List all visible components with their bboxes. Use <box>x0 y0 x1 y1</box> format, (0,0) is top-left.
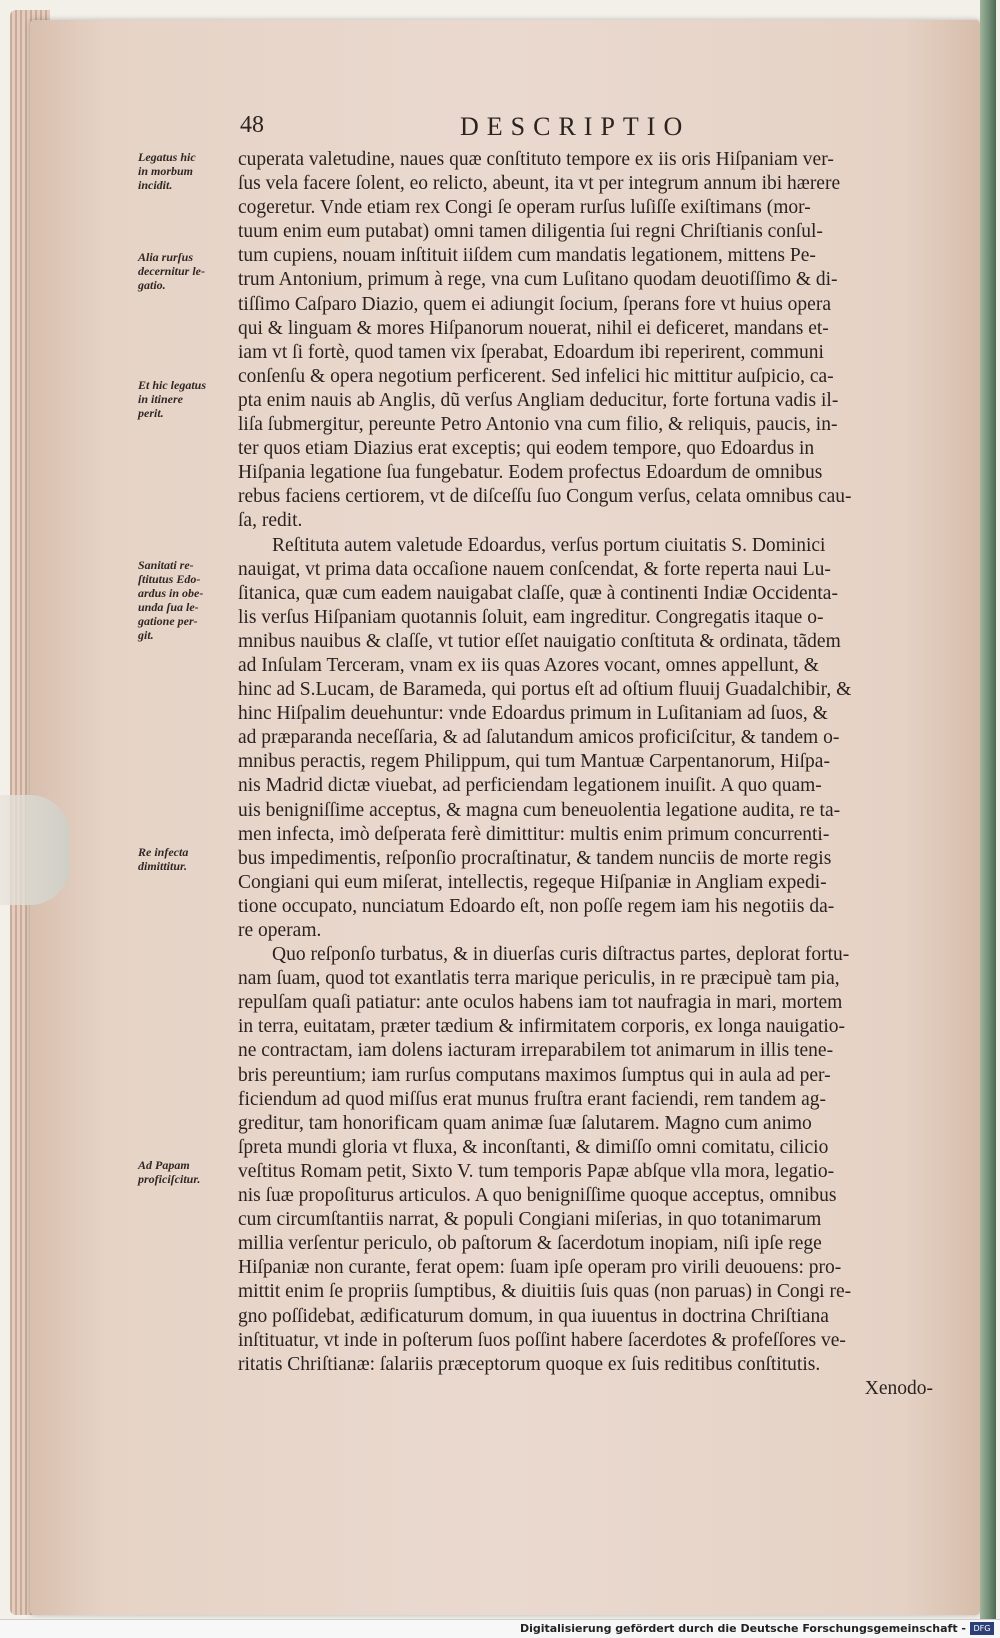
marginal-line: in itinere <box>138 392 184 406</box>
text-line: gno poſſidebat, ædificaturum domum, in qua iuuentus in doctrina Chriſtiana <box>238 1305 829 1327</box>
text-line: bus impedimentis, reſponſio procraſtinatur, & tandem nunciis de morte regis <box>238 847 832 869</box>
text-line: ſpreta mundi gloria vt fluxa, & inconſtanti, & dimiſſo omni comitatu, cilicio <box>238 1136 829 1158</box>
marginal-line: Alia rurſus <box>138 250 194 264</box>
dfg-logo: DFG <box>970 1622 994 1635</box>
text-line: trum Antonium, primum à rege, vna cum Luſitano quodam deuotiſſimo & di- <box>238 269 838 291</box>
text-line: in terra, euitatam, præter tædium & infirmitatem corporis, ex longa nauigatio- <box>238 1016 846 1038</box>
text-line: repulſam quaſi patiatur: ante oculos habens iam tot naufragia in mari, mortem <box>238 992 843 1014</box>
text-line: ad præparanda neceſſaria, & ad ſalutandum amicos proficiſcitur, & tandem o- <box>238 727 840 749</box>
text-line: men infecta, imò deſperata ferè dimittitur: multis enim primum concurrenti- <box>238 823 830 845</box>
marginal-note <box>138 378 238 420</box>
catchword: Xenodo- <box>864 1377 933 1399</box>
text-line: veſtitus Romam petit, Sixto V. tum temporis Papæ abſque vlla mora, legatio- <box>238 1160 835 1182</box>
text-line: iam vt ſi fortè, quod tamen vix ſperabat, Edoardum ibi reperirent, communi <box>238 341 824 363</box>
marginal-line: Et hic legatus <box>138 378 207 392</box>
text-line: pta enim nauis ab Anglis, dũ verſus Angliam deducitur, forte fortuna vadis il- <box>238 389 839 411</box>
marginal-line: in morbum <box>138 164 194 178</box>
text-line: nauigat, vt prima data occaſione nauem conſcendat, & forte reperta naui Lu- <box>238 558 831 580</box>
text-line: nis ſuæ propoſiturus articulos. A quo benigniſſime quoque acceptus, omnibus <box>238 1185 837 1207</box>
marginal-line: incidit. <box>138 178 173 192</box>
text-line: millia verſentur periculo, ob paſtorum & ſacerdotum inopiam, niſi ipſe rege <box>238 1233 822 1255</box>
text-line: cuperata valetudine, naues quæ conſtituto tempore ex iis oris Hiſpaniam ver- <box>238 149 834 170</box>
marginal-line: gatione per- <box>138 614 198 628</box>
marginal-line: Sanitati re- <box>138 558 194 572</box>
marginal-line: Legatus hic <box>138 150 196 164</box>
body-text <box>238 148 943 1401</box>
text-line: inſtituatur, vt inde in poſterum ſuos poſſint habere ſacerdotes & profeſſores ve- <box>238 1329 846 1351</box>
text-line: hinc Hiſpalim deuehuntur: vnde Edoardus primum in Luſitaniam ad ſuos, & <box>238 703 828 725</box>
page-number: 48 <box>240 112 264 138</box>
running-title: DESCRIPTIO <box>460 112 691 141</box>
marginal-note <box>138 845 238 873</box>
marginal-line: decernitur le- <box>138 264 205 278</box>
text-line: ne contractam, iam dolens iacturam irreparabilem tot animarum in illis tene- <box>238 1040 834 1062</box>
text-line: re operam. <box>238 920 322 941</box>
text-line: ficiendum ad quod miſſus erat munus fruſtra erant faciendi, rem tandem ag- <box>238 1088 827 1110</box>
text-line: uis benigniſſime acceptus, & magna cum beneuolentia legatione audita, re ta- <box>238 799 841 821</box>
text-line: ſitanica, quæ cum eadem nauigabat claſſe, quæ à continenti Indiæ Occidenta- <box>238 582 838 604</box>
page-header <box>0 112 1000 152</box>
text-line: mnibus nauibus & claſſe, vt tutior eſſet nauigatio conſtituta & ordinata, tãdem <box>238 630 841 652</box>
text-line: tiſſimo Caſparo Diazio, quem ei adiungit ſocium, ſperans fore vt huius opera <box>238 293 831 315</box>
text-line: liſa ſubmergitur, pereunte Petro Antonio vna cum filio, & reliquis, paucis, in- <box>238 414 838 436</box>
text-line: Congiani qui eum miſerat, intellectis, regeque Hiſpaniæ in Angliam expedi- <box>238 871 827 893</box>
text-line: ſus vela facere ſolent, eo relicto, abeunt, ita vt per integrum annum ibi hærere <box>238 173 841 195</box>
marginal-line: git. <box>138 628 154 642</box>
text-line: mnibus peractis, regem Philippum, qui tum Mantuæ Carpentanorum, Hiſpa- <box>238 751 830 773</box>
bookmark-tab <box>0 795 70 905</box>
marginal-line: unda ſua le- <box>138 600 199 614</box>
marginal-line: dimittitur. <box>138 859 188 873</box>
text-line: greditur, tam honorificam quam animæ ſuæ ſalutarem. Magno cum animo <box>238 1112 812 1134</box>
text-line: bris pereuntium; iam rurſus computans maximos ſumptus qui in aula ad per- <box>238 1064 831 1086</box>
text-line: ſa, redit. <box>238 510 303 532</box>
text-line: conſenſu & opera negotium perficerent. Sed infelici hic mittitur auſpicio, ca- <box>238 365 834 387</box>
marginal-line: perit. <box>138 406 164 420</box>
text-line: cogeretur. Vnde etiam rex Congi ſe operam rurſus luſiſſe exiſtimans (mor- <box>238 197 811 219</box>
text-line: nis Madrid dictæ viuebat, ad perficiendam legationem inuiſit. A quo quam- <box>238 775 822 797</box>
text-line: tum cupiens, nouam inſtituit iiſdem cum mandatis legationem, mittens Pe- <box>238 245 816 267</box>
text-line: tuum enim eum putabat) omni tamen diligentia ſui regni Chriſtianis conſul- <box>238 221 823 243</box>
text-line: lis verſus Hiſpaniam quotannis ſoluit, eam ingreditur. Congregatis itaque o- <box>238 606 824 628</box>
text-line: Hiſpania legatione ſua fungebatur. Eodem profectus Edoardum de omnibus <box>238 462 823 484</box>
text-line: Hiſpaniæ non curante, ferat opem: ſuam ipſe operam pro virili deuouens: pro- <box>238 1257 842 1279</box>
text-line: hinc ad S.Lucam, de Barameda, qui portus eſt ad oſtium fluuij Guadalchibir, & <box>238 679 852 701</box>
marginal-line: gatio. <box>138 278 166 292</box>
text-line: ritatis Chriſtianæ: ſalariis præceptorum quoque ex ſuis reditibus conſtitutis. <box>238 1353 821 1375</box>
text-line: Quo reſponſo turbatus, & in diuerſas curis diſtractus partes, deplorat fortu- <box>272 944 850 966</box>
text-line: ad Inſulam Terceram, vnam ex iis quas Azores vocant, omnes appellunt, & <box>238 654 819 676</box>
text-line: qui & linguam & mores Hiſpanorum nouerat, nihil ei deficeret, mandans et- <box>238 317 829 339</box>
text-line: cum circumſtantiis narrat, & populi Congiani miſerias, in quo totanimarum <box>238 1209 822 1231</box>
marginal-note <box>138 558 238 642</box>
text-line: Reſtituta autem valetude Edoardus, verſus portum ciuitatis S. Dominici <box>272 534 826 556</box>
text-line: nam ſuam, quod tot exantlatis terra marique periculis, in re præcipuè tam pia, <box>238 968 840 990</box>
marginal-line: ſtitutus Edo- <box>138 572 201 586</box>
text-line: ter quos etiam Diazius erat exceptis; qui eodem tempore, quo Edoardus in <box>238 438 815 460</box>
marginal-note <box>138 1158 238 1186</box>
funding-notice: Digitalisierung gefördert durch die Deutsche Forschungsgemeinschaft - <box>519 1622 966 1635</box>
marginal-note <box>138 250 238 292</box>
text-line: tione occupato, nunciatum Edoardo eſt, non poſſe regem iam his negotiis da- <box>238 895 835 917</box>
marginal-line: Re infecta <box>138 845 189 859</box>
marginal-line: ardus in obe- <box>138 586 204 600</box>
book-cover-edge <box>980 0 996 1637</box>
text-line: rebus faciens certiorem, vt de diſceſſu ſuo Congum verſus, celata omnibus cau- <box>238 486 852 508</box>
footer-bar <box>0 1619 1000 1638</box>
marginal-line: Ad Papam <box>138 1158 190 1172</box>
marginal-note <box>138 150 238 192</box>
marginal-line: proficiſcitur. <box>138 1172 201 1186</box>
text-line: mittit enim ſe propriis ſumptibus, & diuitiis ſuis quas (non paruas) in Congi re- <box>238 1281 852 1303</box>
